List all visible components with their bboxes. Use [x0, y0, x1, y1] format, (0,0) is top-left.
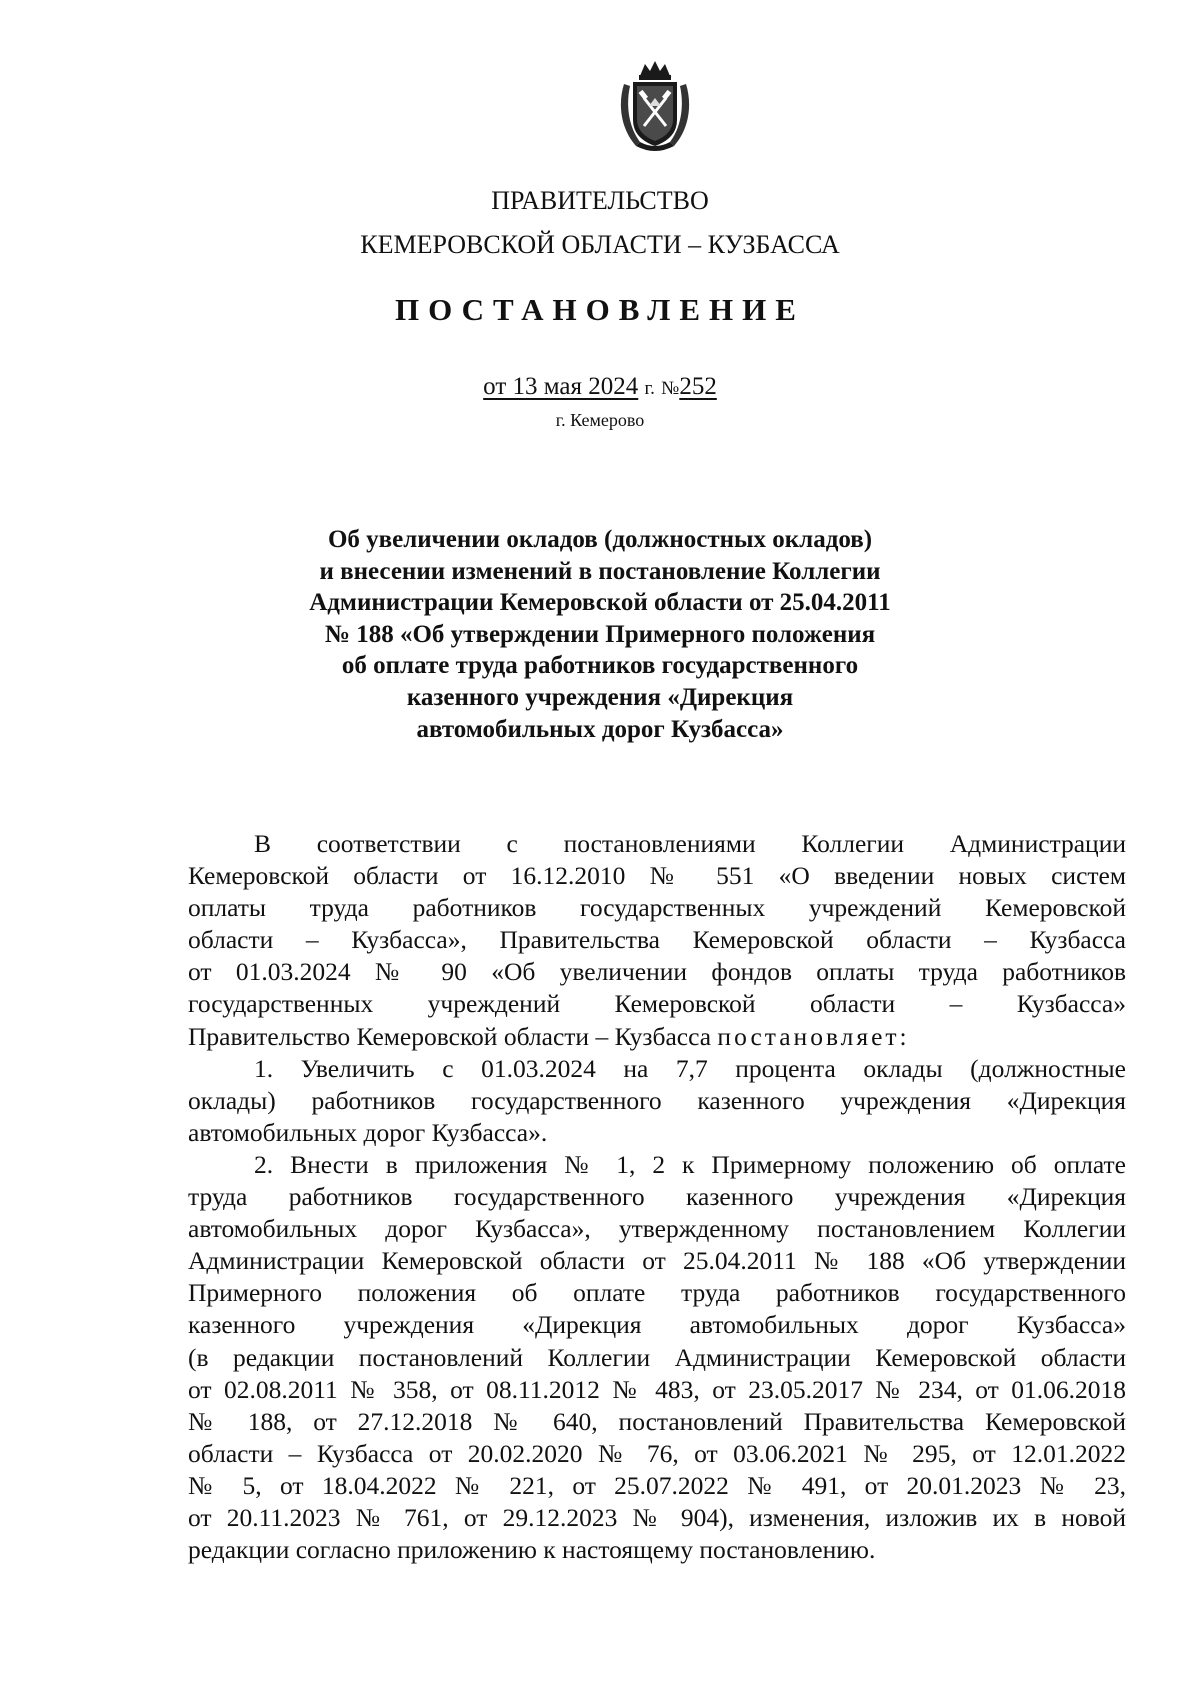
body-line: от 02.08.2011 № 358, от 08.11.2012 № 483, от 23.05.2017 № 234, от 01.06.2018 [188, 1374, 1126, 1404]
body-line: Администрации Кемеровской области от 25.04.2011 № 188 «Об утверждении [188, 1246, 1126, 1276]
body-line: от 20.11.2023 № 761, от 29.12.2023 № 904), изменения, изложив их в новой [188, 1502, 1126, 1532]
organization-name-line2: КЕМЕРОВСКОЙ ОБЛАСТИ – КУЗБАССА [360, 230, 840, 259]
document-city: г. Кемерово [555, 410, 645, 430]
coat-of-arms-icon [612, 58, 698, 158]
body-line: В соответствии с постановлениями Коллегии Администрации [254, 829, 1126, 858]
title-line: казенного учреждения «Дирекция [406, 683, 794, 711]
preamble-last-text: Правительство Кемеровской области – Кузбасса [188, 1021, 718, 1051]
body-line [188, 1021, 1126, 1053]
body-line: Примерного положения об оплате труда работников государственного [188, 1278, 1126, 1308]
year-suffix: г. [644, 378, 655, 399]
body-line: 2. Внести в приложения № 1, 2 к Примерному положению об оплате [254, 1149, 1126, 1179]
body-line: 1. Увеличить с 01.03.2024 на 7,7 процента оклады (должностные [254, 1053, 1126, 1083]
number-sign: № [661, 378, 680, 399]
body-line: Кемеровской области от 16.12.2010 № 551 «О введении новых систем [188, 861, 1126, 891]
document-subject-title [250, 524, 950, 745]
title-line: Администрации Кемеровской области от 25.04.2011 [309, 589, 891, 617]
title-line: Об увеличении окладов (должностных окладов) [327, 526, 873, 553]
body-line: казенного учреждения «Дирекция автомобильных дорог Кузбасса» [188, 1310, 1126, 1340]
organization-name-line1: ПРАВИТЕЛЬСТВО [491, 186, 709, 215]
body-line: № 5, от 18.04.2022 № 221, от 25.07.2022 № 491, от 20.01.2023 № 23, [188, 1470, 1126, 1500]
document-type-title: ПОСТАНОВЛЕНИЕ [395, 292, 805, 327]
body-line: автомобильных дорог Кузбасса». [188, 1117, 548, 1147]
body-line: области – Кузбасса от 20.02.2020 № 76, от 03.06.2021 № 295, от 12.01.2022 [188, 1438, 1126, 1468]
document-date-number [0, 373, 1200, 401]
title-line: № 188 «Об утверждении Примерного положения [324, 620, 876, 648]
resolution-word: постановляет: [717, 1021, 910, 1051]
body-line: автомобильных дорог Кузбасса», утвержденному постановлением Коллегии [188, 1214, 1126, 1244]
document-number: 252 [679, 373, 717, 400]
item-2-paragraph [188, 1149, 1126, 1566]
body-line: государственных учреждений Кемеровской области – Кузбасса» [188, 989, 1126, 1019]
body-line: оплаты труда работников государственных учреждений Кемеровской [188, 893, 1126, 923]
title-line: и внесении изменений в постановление Коллегии [319, 557, 881, 585]
item-1-paragraph [188, 1053, 1126, 1149]
document-date: от 13 мая 2024 [483, 373, 639, 400]
organization-header [0, 180, 1200, 268]
title-line: автомобильных дорог Кузбасса» [416, 715, 784, 743]
body-line: от 01.03.2024 № 90 «Об увеличении фондов оплаты труда работников [188, 957, 1126, 987]
document-body [188, 828, 1126, 1566]
body-line: (в редакции постановлений Коллегии Администрации Кемеровской области [188, 1342, 1126, 1372]
preamble-paragraph [188, 828, 1126, 1053]
body-line: труда работников государственного казенного учреждения «Дирекция [188, 1182, 1126, 1212]
body-line: редакции согласно приложению к настоящему постановлению. [188, 1535, 876, 1565]
body-line: № 188, от 27.12.2018 № 640, постановлений Правительства Кемеровской [188, 1406, 1126, 1436]
title-line: об оплате труда работников государственного [341, 652, 859, 680]
body-line: области – Кузбасса», Правительства Кемеровской области – Кузбасса [188, 925, 1126, 955]
body-line: оклады) работников государственного казенного учреждения «Дирекция [188, 1085, 1126, 1115]
